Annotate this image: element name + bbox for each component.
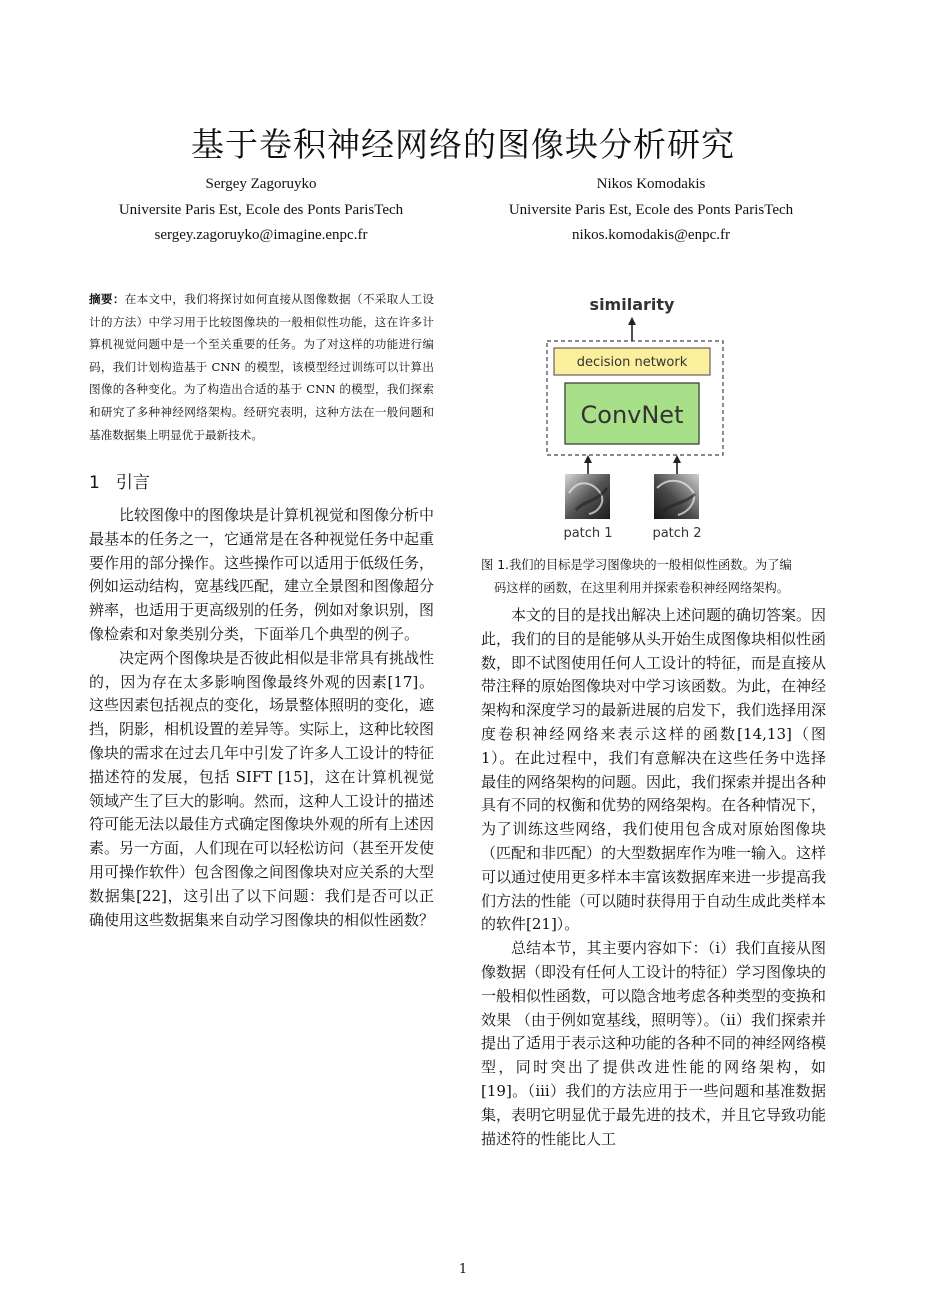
left-column-body — [89, 504, 434, 932]
figure-1 — [481, 288, 826, 548]
decision-network-label: decision network — [576, 355, 688, 370]
section-title: 引言 — [115, 473, 150, 493]
similarity-label: similarity — [589, 295, 675, 314]
figure-caption — [481, 554, 826, 600]
author-name: Nikos Komodakis — [596, 176, 706, 192]
author-block-1 — [61, 172, 461, 249]
body-paragraph: 本文的目的是找出解决上述问题的确切答案。因此，我们的目的是能够从头开始生成图像块相似性函数，即不试图使用任何人工设计的特征，而是直接从带注释的原始图像块对中学习该函数。为此，在神经架构和深度学习的最新进展的启发下，我们选择用深度卷积神经网络来表示这样的函数[14,13]（图 1）。在此过程中，我们有意解决在这些任务中选择最佳的网络架构的问题。因此，我们探索并提出各种具有不同的权衡和优势的网络架构。在各种情况下，为了训练这些网络，我们使用包含成对原始图像块（匹配和非匹配）的大型数据库作为唯一输入。这样可以通过使用更多样本丰富该数据库来进一步提高我们方法的性能（可以随时获得用于自动生成此类样本的软件[21]）。 — [481, 606, 827, 934]
author-name: Sergey Zagoruyko — [205, 176, 317, 192]
section-heading — [89, 470, 150, 496]
body-paragraph: 比较图像中的图像块是计算机视觉和图像分析中最基本的任务之一，它通常是在各种视觉任务中起重要作用的部分操作。这些操作可以适用于低级任务，例如运动结构，宽基线匹配，建立全景图和图像超分辨率，也适用于更高级别的任务，例如对象识别，图像检索和对象类别分类，下面举几个典型的例子。 — [89, 506, 435, 643]
caption-line-2: 码这样的函数，在这里利用并探索卷积神经网络架构。 — [494, 581, 790, 595]
right-column-body — [481, 604, 826, 1151]
author-affiliation: Universite Paris Est, Ecole des Ponts ParisTech — [508, 201, 794, 218]
convnet-label: ConvNet — [580, 401, 684, 429]
body-paragraph: 总结本节，其主要内容如下：（i）我们直接从图像数据（即没有任何人工设计的特征）学习图像块的一般相似性函数，可以隐含地考虑各种类型的变换和效果 （由于例如宽基线，照明等）。（ii）我们探索并提出了适用于表示这种功能的各种不同的神经网络模型，同时突出了提供改进性能的网络架构，如[19]。（iii）我们的方法应用于一些问题和基准数据集，表明它明显优于最先进的技术，并且它导致功能描述符的性能比人工 — [481, 939, 827, 1148]
patch-1-label: patch 1 — [563, 526, 613, 541]
body-paragraph: 决定两个图像块是否彼此相似是非常具有挑战性的，因为存在太多影响图像最终外观的因素[17]。这些因素包括视点的变化，场景整体照明的变化，遮挡，阴影，相机设置的差异等。实际上，这种比较图像块的需求在过去几年中引发了许多人工设计的特征描述符的发展，包括 SIFT [15]，这在计算机视觉领域产生了巨大的影响。然而，这种人工设计的描述符可能无法以最佳方式确定图像块外观的所有上述因素。另一方面，人们现在可以轻松访问（甚至开发使用可操作软件）包含图像之间图像块对应关系的大型数据集[22]，这引出了以下问题：我们是否可以正确使用这些数据集来自动学习图像块的相似性函数？ — [89, 648, 435, 929]
figure-diagram — [481, 288, 826, 548]
page-number: 1 — [458, 1262, 468, 1277]
abstract — [89, 288, 434, 446]
section-number: 1 — [89, 473, 100, 493]
caption-line-1: 图 1.我们的目标是学习图像块的一般相似性函数。为了编 — [481, 558, 792, 572]
author-email: sergey.zagoruyko@imagine.enpc.fr — [154, 227, 368, 243]
patch-1-image — [565, 474, 610, 519]
abstract-text: 在本文中，我们将探讨如何直接从图像数据（不采取人工设计的方法）中学习用于比较图像块的一般相似性功能，这在许多计算机视觉问题中是一个至关重要的任务。为了对这样的功能进行编码，我们计划构造基于 CNN 的模型，该模型经过训练可以计算出图像的各种变化。为了构造出合适的基于 CNN 的模型，我们探索和研究了多种神经网络架构。经研究表明，这种方法在一般问题和基准数据集上明显优于最新技术。 — [89, 292, 434, 442]
abstract-label: 摘要： — [89, 292, 125, 306]
patch-2-label: patch 2 — [652, 526, 702, 541]
paper-title: 基于卷积神经网络的图像块分析研究 — [191, 125, 735, 164]
author-affiliation: Universite Paris Est, Ecole des Ponts ParisTech — [118, 201, 404, 218]
author-block-2 — [451, 172, 851, 249]
author-email: nikos.komodakis@enpc.fr — [572, 227, 730, 243]
patch-2-image — [654, 474, 699, 519]
